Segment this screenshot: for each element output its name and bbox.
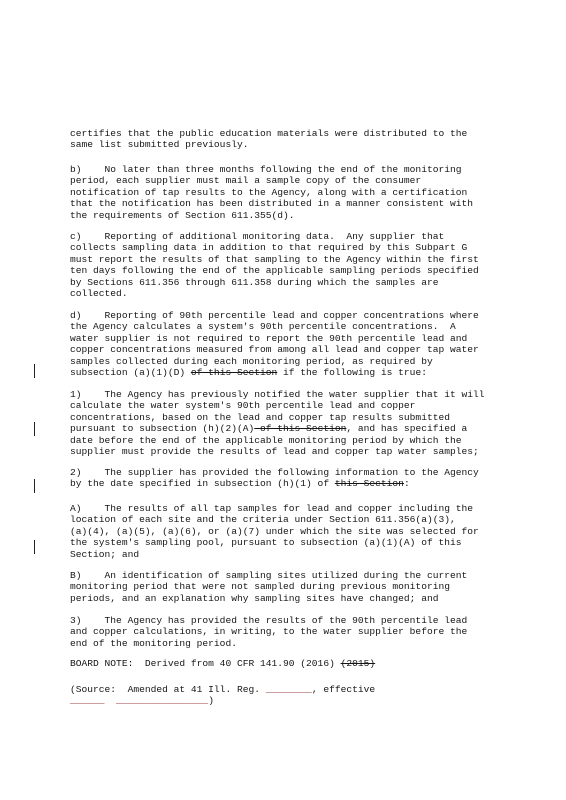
text-line <box>70 423 490 434</box>
text-line: 2) The supplier has provided the following information to the Agency <box>70 467 479 478</box>
text-line: 1) The Agency has previously notified the water supplier that it will <box>70 389 485 400</box>
text-line: A) The results of all tap samples for lead and copper including the <box>70 503 474 514</box>
text-run: : <box>403 478 410 490</box>
deleted-text: (2015) <box>340 658 376 669</box>
text-line: monitoring period that were not sampled during previous monitoring <box>70 581 450 593</box>
text-line: (a)(4), (a)(5), (a)(6), or (a)(7) under which the site was selected for <box>70 525 479 537</box>
text-line <box>70 695 490 706</box>
text-line: copper concentrations measured from among all lead and copper tap water <box>70 344 479 356</box>
text-line: same list submitted previously. <box>70 139 249 151</box>
text-line: supplier must provide the results of lead and copper tap water samples; <box>70 446 479 458</box>
paragraph-continuation <box>70 128 490 151</box>
text-line: period, each supplier must mail a sample copy of the consumer <box>70 175 422 187</box>
paragraph-A <box>70 503 490 560</box>
change-bar <box>34 540 35 554</box>
text-line <box>70 367 490 378</box>
board-note <box>70 658 490 669</box>
text-line: that the notification has been distributed in a manner consistent with <box>70 198 474 210</box>
text-line: the Agency calculates a system's 90th percentile concentrations. A <box>70 321 456 333</box>
blank-field: ________ <box>265 684 312 695</box>
text-line: water supplier is not required to report the 90th percentile lead and <box>70 332 468 344</box>
text-line: Section; and <box>70 548 140 560</box>
text-line: calculate the water system's 90th percentile lead and copper <box>70 400 416 412</box>
paragraph-3 <box>70 615 490 649</box>
text-line <box>70 684 490 695</box>
text-line: c) Reporting of additional monitoring data. Any supplier that <box>70 231 445 242</box>
text-line: notification of tap results to the Agency, along with a certification <box>70 186 468 198</box>
deleted-text: of this Section <box>254 423 347 435</box>
text-line: b) No later than three months following the end of the monitoring <box>70 164 462 175</box>
text-run: pursuant to subsection (h)(2)(A) <box>70 423 255 435</box>
change-bar <box>34 364 35 378</box>
text-line: certifies that the public education materials were distributed to the <box>70 128 468 139</box>
paragraph-d <box>70 310 490 378</box>
text-line: the requirements of Section 611.355(d). <box>70 209 295 221</box>
text-line: d) Reporting of 90th percentile lead and copper concentrations where <box>70 310 479 321</box>
text-line: 3) The Agency has provided the results of the 90th percentile lead <box>70 615 468 626</box>
text-line: date before the end of the applicable monitoring period by which the <box>70 434 462 446</box>
paragraph-c <box>70 231 490 299</box>
text-run: , effective <box>311 684 376 695</box>
text-line: must report the results of that sampling to the Agency within the first <box>70 253 479 265</box>
paragraph-2 <box>70 467 490 490</box>
text-line <box>70 478 490 489</box>
paragraph-b <box>70 164 490 221</box>
text-line: concentrations, based on the lead and copper tap results submitted <box>70 411 450 423</box>
change-bar <box>34 422 35 436</box>
text-line: location of each site and the criteria under Section 611.356(a)(3), <box>70 514 456 526</box>
text-run: BOARD NOTE: Derived from 40 CFR 141.90 (2016) <box>70 658 341 669</box>
text-line: and copper calculations, in writing, to the water supplier before the <box>70 626 468 638</box>
text-line: the system's sampling pool, pursuant to subsection (a)(1)(A) of this <box>70 537 462 549</box>
text-line: ten days following the end of the applicable sampling periods specified <box>70 265 479 277</box>
text-line: samples collected during each monitoring period, as required by <box>70 355 433 367</box>
text-run: if the following is true: <box>277 367 427 379</box>
text-run: by the date specified in subsection (h)(1) of <box>70 478 335 490</box>
text-line: B) An identification of sampling sites utilized during the current <box>70 570 468 581</box>
deleted-text: this Section <box>334 478 404 490</box>
paragraph-B <box>70 570 490 604</box>
source-note <box>70 684 490 707</box>
text-line: collects sampling data in addition to that required by this Subpart G <box>70 242 468 254</box>
text-line: collected. <box>70 288 128 300</box>
text-line <box>70 658 490 669</box>
text-line: end of the monitoring period. <box>70 637 237 649</box>
change-bar <box>34 479 35 493</box>
deleted-text: of this Section <box>190 367 278 379</box>
text-run: (Source: Amended at 41 Ill. Reg. <box>70 684 266 695</box>
paragraph-1 <box>70 389 490 457</box>
text-run: ) <box>208 695 214 707</box>
text-run: subsection (a)(1)(D) <box>70 367 191 379</box>
text-run: , and has specified a <box>346 423 468 435</box>
blank-field: ______ ________________ <box>70 695 209 707</box>
text-line: periods, and an explanation why sampling sites have changed; and <box>70 592 439 604</box>
text-line: by Sections 611.356 through 611.358 during which the samples are <box>70 276 439 288</box>
